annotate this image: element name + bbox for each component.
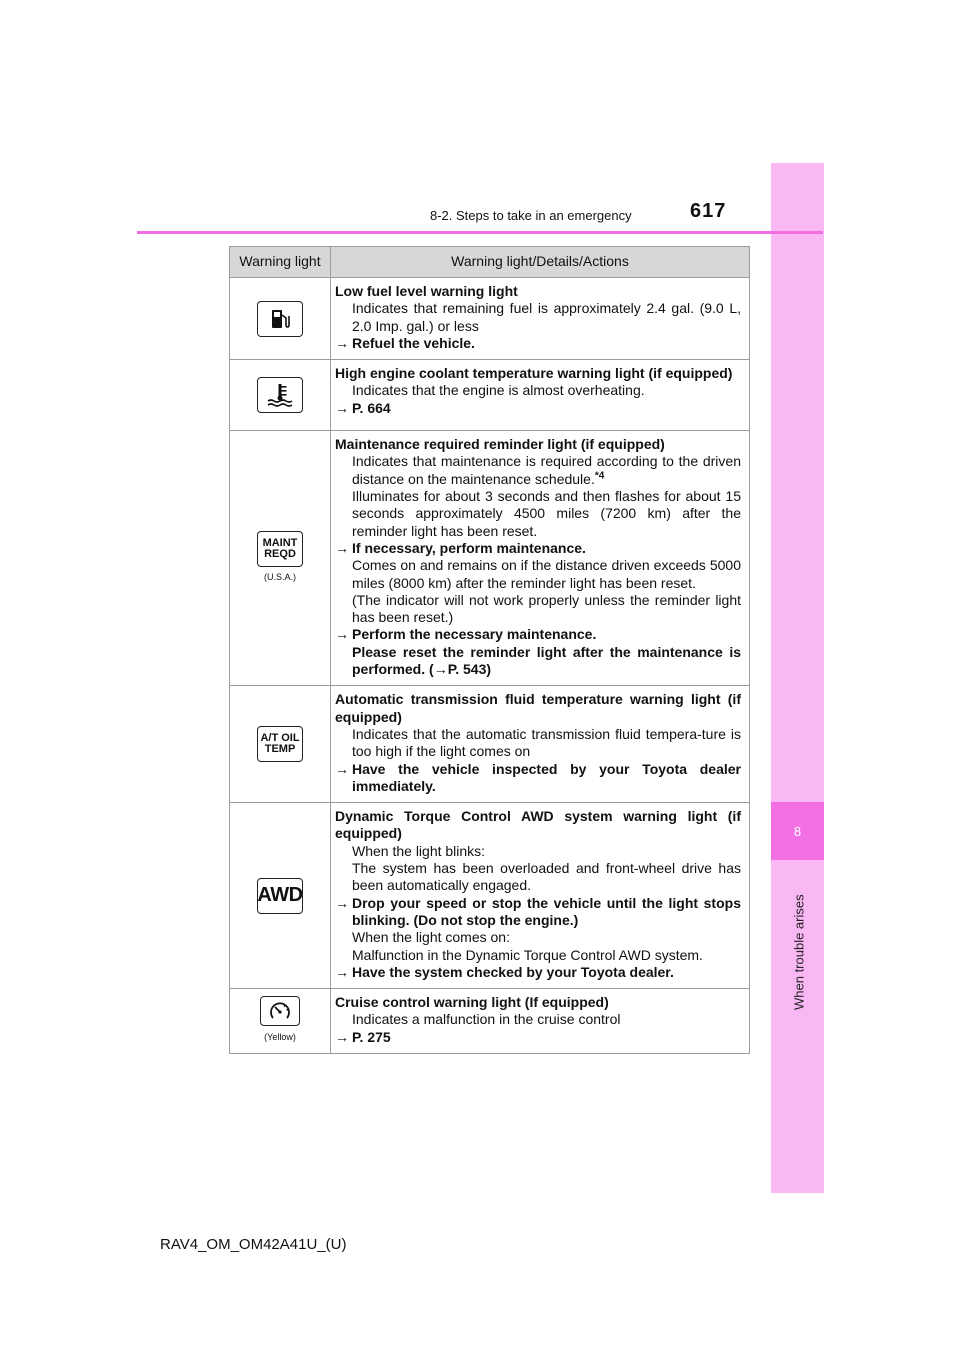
document-code: RAV4_OM_OM42A41U_(U) xyxy=(160,1236,347,1253)
warning-title: High engine coolant temperature warning light (if equipped) xyxy=(335,365,733,382)
warning-description: Indicates that remaining fuel is approximately 2.4 gal. (9.0 L, 2.0 Imp. gal.) or less xyxy=(352,300,741,334)
warning-title: Automatic transmission fluid temperature warning light (if equipped) xyxy=(335,691,741,725)
warning-description: (The indicator will not work properly unless the reminder light has been reset.) xyxy=(352,591,741,626)
awd-icon: AWD xyxy=(257,878,303,914)
warning-details-cell xyxy=(331,360,750,431)
warning-action: → Perform the necessary maintenance. xyxy=(335,626,597,643)
warning-details-cell xyxy=(331,686,750,803)
warning-action: → Refuel the vehicle. xyxy=(335,334,475,351)
warning-light-table xyxy=(229,246,750,1054)
warning-description: When the light blinks: xyxy=(352,842,486,859)
warning-description: Malfunction in the Dynamic Torque Control AWD system. xyxy=(352,946,703,963)
warning-description: When the light comes on: xyxy=(352,929,510,946)
warning-title: Dynamic Torque Control AWD system warning light (if equipped) xyxy=(335,808,741,842)
section-title: 8-2. Steps to take in an emergency xyxy=(430,208,632,223)
warning-description: Illuminates for about 3 seconds and then flashes for about 15 seconds approximately 4500 miles (7200 km) after the reminder light has been reset. xyxy=(352,488,741,539)
icon-caption: (Yellow) xyxy=(264,1031,296,1042)
side-tab-chapter-number: 8 xyxy=(771,802,824,860)
warning-description: Indicates a malfunction in the cruise control xyxy=(352,1011,621,1028)
warning-action: → P. 664 xyxy=(335,399,391,416)
warning-description: Indicates that the engine is almost overheating. xyxy=(352,382,645,399)
at-oil-temp-icon: A/T OIL TEMP xyxy=(257,726,303,762)
warning-details-cell xyxy=(331,431,750,686)
warning-details-cell xyxy=(331,278,750,360)
warning-description: Indicates that the automatic transmission fluid tempera-ture is too high if the light comes on xyxy=(352,725,741,760)
warning-details-cell xyxy=(331,989,750,1054)
column-header-warning-light: Warning light xyxy=(230,247,331,278)
coolant-temperature-icon xyxy=(257,377,303,413)
maint-reqd-icon: MAINT REQD xyxy=(257,531,303,567)
table-row xyxy=(230,360,750,431)
column-header-details: Warning light/Details/Actions xyxy=(331,247,750,278)
table-row xyxy=(230,686,750,803)
icon-caption: (U.S.A.) xyxy=(263,571,296,582)
warning-title: Maintenance required reminder light (if equipped) xyxy=(335,436,665,453)
warning-description: Comes on and remains on if the distance driven exceeds 5000 miles (8000 km) after the reminder light has been reset. xyxy=(352,557,741,591)
fuel-pump-icon xyxy=(257,301,303,337)
warning-icon-cell xyxy=(230,803,331,989)
warning-icon-cell xyxy=(230,431,331,686)
warning-description: The system has been overloaded and front-wheel drive has been automatically engaged. xyxy=(352,860,741,894)
warning-icon-cell xyxy=(230,360,331,431)
side-tab-chapter-label: When trouble arises xyxy=(791,894,807,1010)
warning-action: → Drop your speed or stop the vehicle until the light stops blinking. (Do not stop the engine.) xyxy=(335,894,741,928)
page-number: 617 xyxy=(690,200,727,222)
warning-action: → If necessary, perform maintenance. xyxy=(335,539,586,556)
side-tab xyxy=(771,163,824,1193)
warning-action-detail: Please reset the reminder light after the maintenance is performed. (→P. 543) xyxy=(352,643,741,678)
warning-action: → Have the system checked by your Toyota dealer. xyxy=(335,963,674,980)
warning-icon-cell xyxy=(230,686,331,803)
warning-details-cell xyxy=(331,803,750,989)
header-rule xyxy=(137,231,823,234)
warning-icon-cell xyxy=(230,989,331,1054)
table-row xyxy=(230,803,750,989)
table-row xyxy=(230,278,750,360)
warning-description: Indicates that maintenance is required according to the driven distance on the maintenance schedule.$^{*4}$ xyxy=(352,453,741,487)
warning-action: → Have the vehicle inspected by your Toyota dealer immediately. xyxy=(335,760,741,794)
warning-action: → P. 275 xyxy=(335,1028,391,1045)
table-header-row xyxy=(230,247,750,278)
warning-icon-cell xyxy=(230,278,331,360)
warning-title: Cruise control warning light (If equipped) xyxy=(335,994,609,1011)
warning-title: Low fuel level warning light xyxy=(335,283,518,299)
cruise-control-icon xyxy=(260,996,300,1026)
table-row xyxy=(230,989,750,1054)
table-row xyxy=(230,431,750,686)
